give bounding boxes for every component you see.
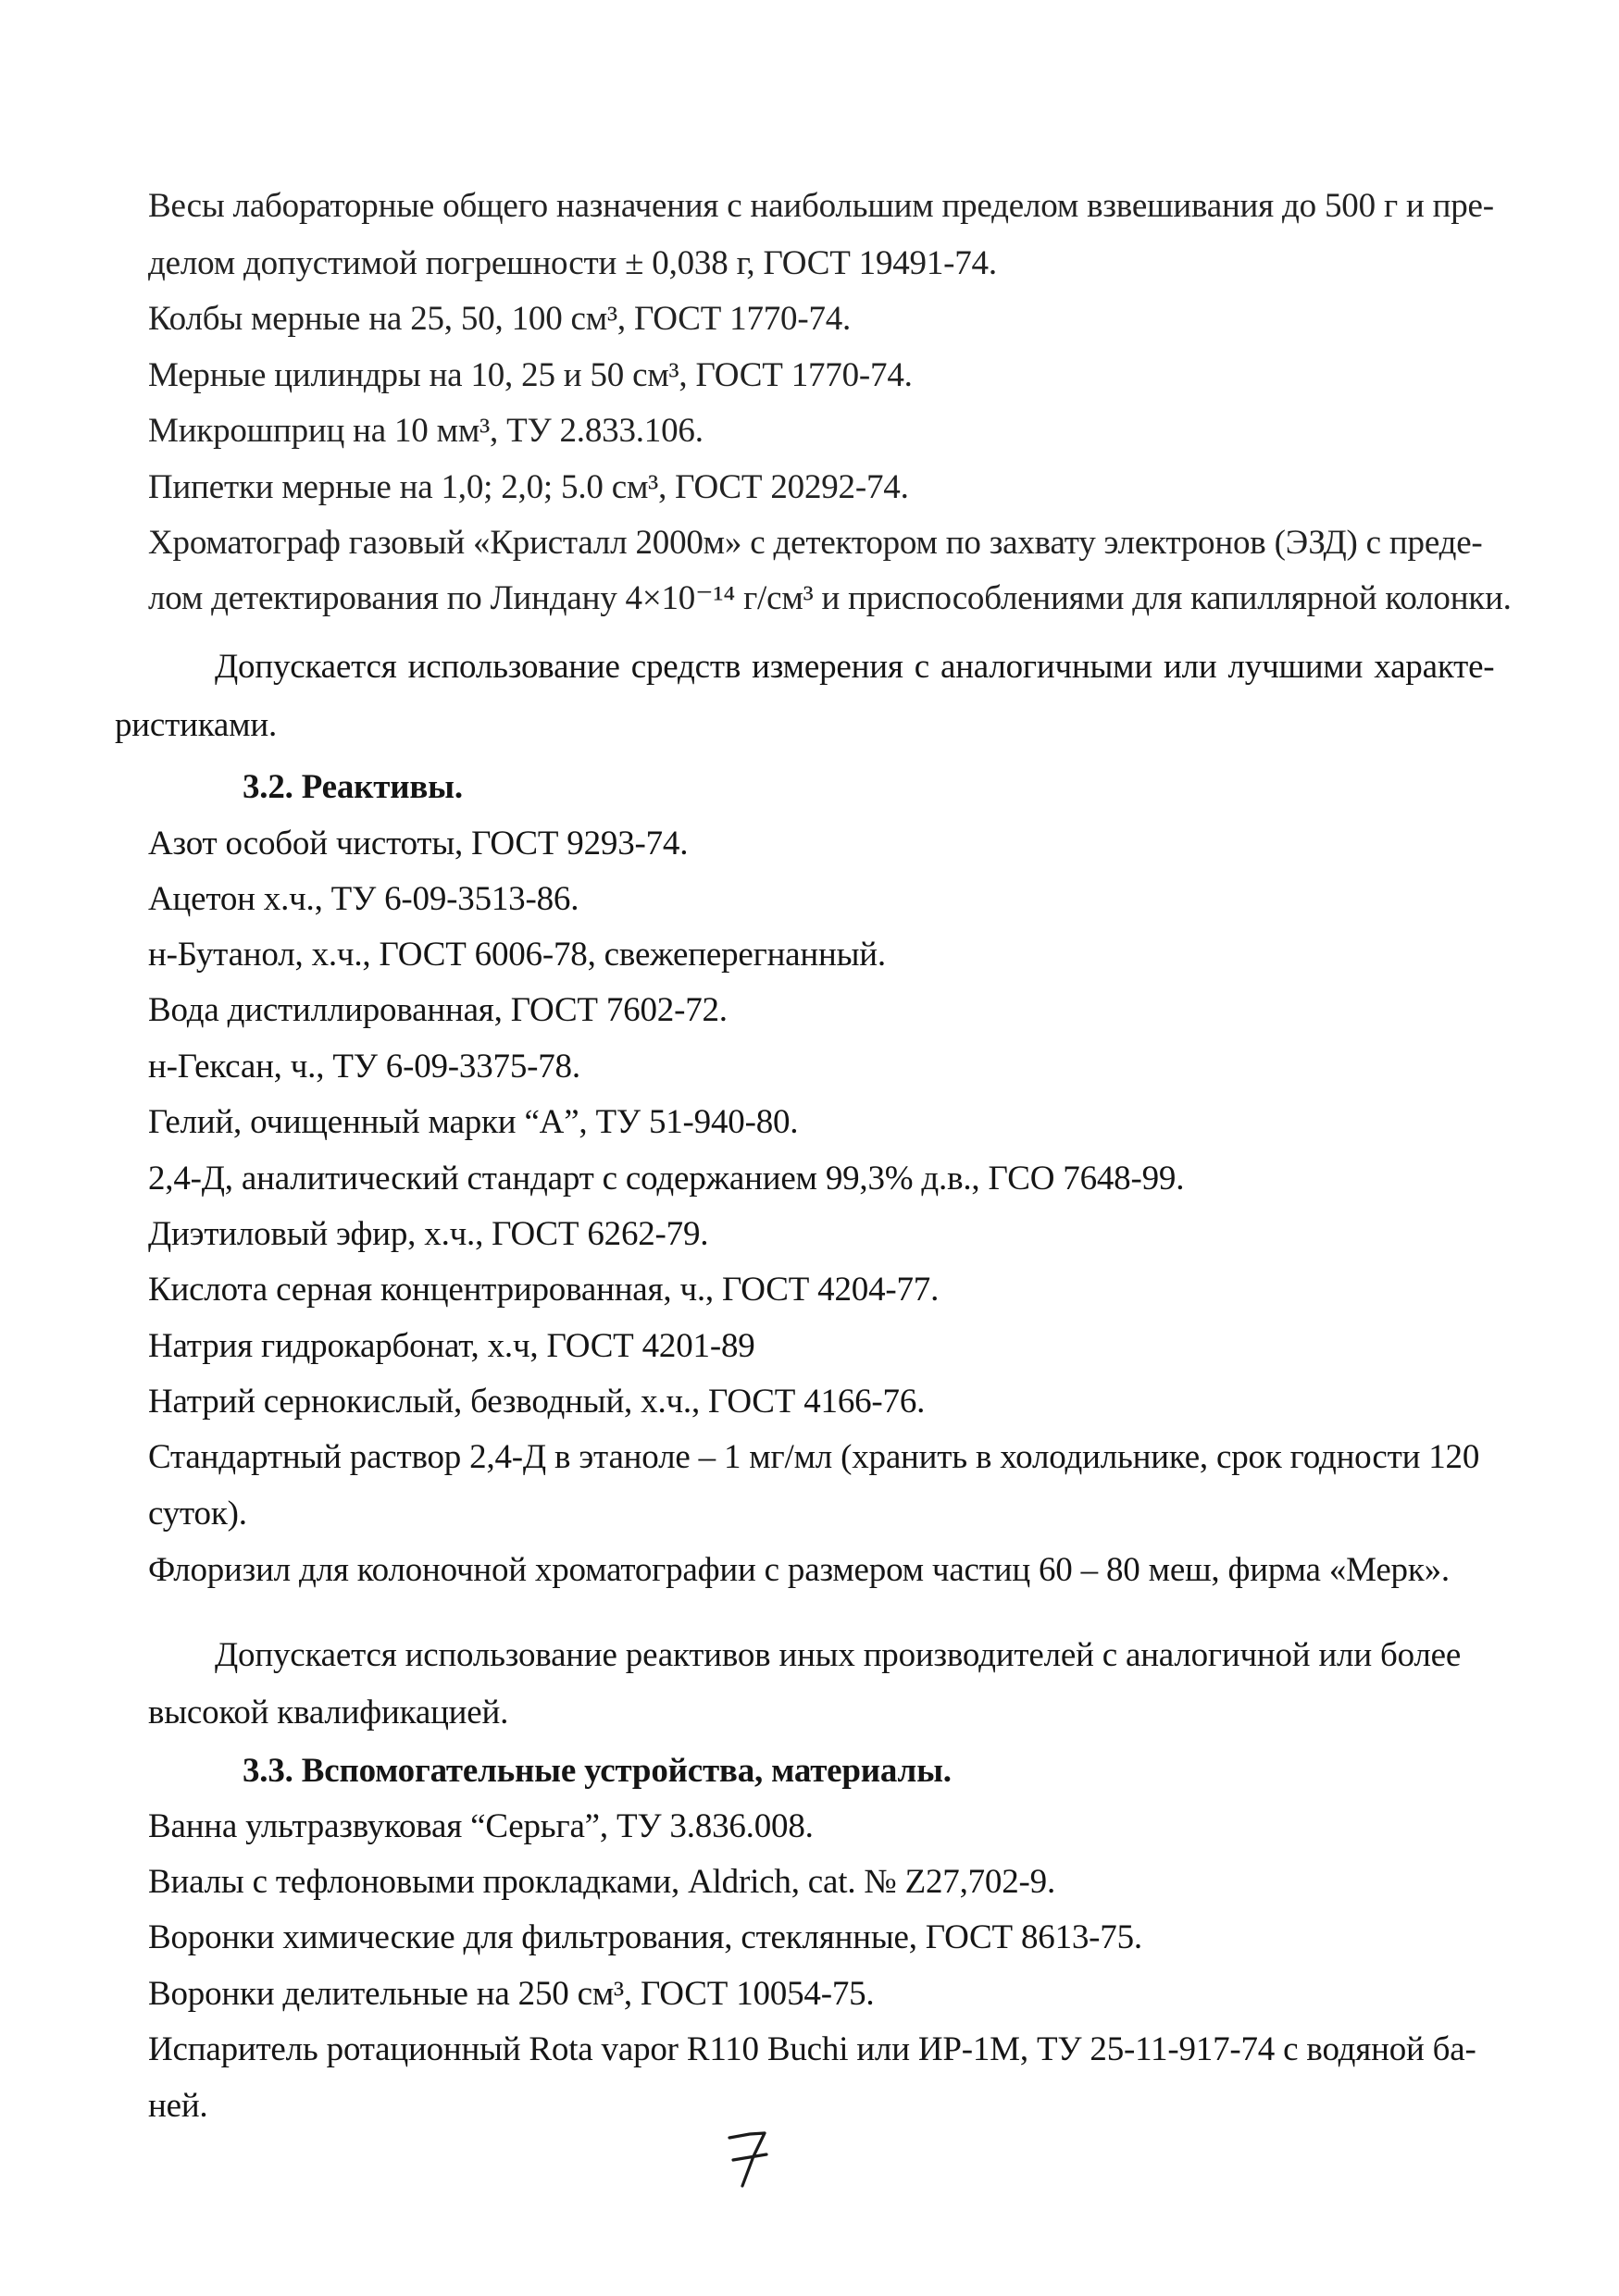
reagent-item: 2,4-Д, аналитический стандарт с содержанием 99,3% д.в., ГСО 7648-99. [148,1160,1185,1198]
reagent-item: Флоризил для колоночной хроматографии с размером частиц 60 – 80 меш, фирма «Мерк». [148,1551,1450,1589]
auxiliary-item: Виалы с тефлоновыми прокладками, Aldrich, cat. № Z27,702-9. [148,1863,1055,1901]
reagent-item: Стандартный раствор 2,4-Д в этаноле – 1 мг/мл (хранить в холодильнике, срок годности 120 [148,1438,1480,1476]
reagents-note: Допускается использование реактивов иных производителей с аналогичной или более [215,1636,1462,1674]
auxiliary-item: Испаритель ротационный Rota vapor R110 Buchi или ИР-1М, ТУ 25-11-917-74 с водяной ба- [148,2030,1476,2068]
instruments-note: Допускается использование средств измерения с аналогичными или лучшими характе- [215,648,1495,686]
instrument-line-pipettes: Пипетки мерные на 1,0; 2,0; 5.0 см³, ГОСТ 20292-74. [148,468,909,506]
reagent-item: Диэтиловый эфир, х.ч., ГОСТ 6262-79. [148,1215,709,1253]
reagent-item: н-Бутанол, х.ч., ГОСТ 6006-78, свежеперегнанный. [148,936,886,974]
reagents-note-cont: высокой квалификацией. [148,1694,509,1731]
instrument-line-cylinders: Мерные цилиндры на 10, 25 и 50 см³, ГОСТ 1770-74. [148,356,913,394]
instrument-line-scales: Весы лабораторные общего назначения с наибольшим пределом взвешивания до 500 г и пре- [148,187,1494,225]
reagent-item: Вода дистиллированная, ГОСТ 7602-72. [148,991,728,1029]
reagent-item: н-Гексан, ч., ТУ 6-09-3375-78. [148,1048,580,1086]
instrument-line-chromatograph: Хроматограф газовый «Кристалл 2000м» с детектором по захвату электронов (ЭЗД) с преде- [148,524,1483,562]
instrument-line-scales-cont: делом допустимой погрешности ± 0,038 г, ГОСТ 19491-74. [148,244,997,282]
instrument-line-microsyringe: Микрошприц на 10 мм³, ТУ 2.833.106. [148,412,704,450]
instrument-line-chromatograph-cont: лом детектирования по Линдану 4×10⁻¹⁴ г/см³ и приспособлениями для капиллярной колонки. [148,579,1512,617]
reagent-item: Натрия гидрокарбонат, х.ч, ГОСТ 4201-89 [148,1327,755,1365]
reagent-item: Натрий сернокислый, безводный, х.ч., ГОСТ 4166-76. [148,1383,926,1421]
reagent-item-cont: суток). [148,1495,247,1533]
reagent-item: Кислота серная концентрированная, ч., ГОСТ 4204-77. [148,1271,940,1309]
instruments-note-cont: ристиками. [115,706,277,744]
page-number [722,2128,778,2193]
section-heading-reagents: 3.2. Реактивы. [243,768,463,806]
auxiliary-item-cont: ней. [148,2087,208,2125]
auxiliary-item: Воронки делительные на 250 см³, ГОСТ 10054-75. [148,1975,875,2013]
reagent-item: Гелий, очищенный марки “А”, ТУ 51-940-80. [148,1103,799,1141]
reagent-item: Ацетон х.ч., ТУ 6-09-3513-86. [148,880,579,918]
auxiliary-item: Ванна ультразвуковая “Серьга”, ТУ 3.836.008. [148,1807,814,1845]
auxiliary-item: Воронки химические для фильтрования, стеклянные, ГОСТ 8613-75. [148,1918,1142,1956]
section-heading-auxiliary: 3.3. Вспомогательные устройства, материалы. [243,1752,952,1790]
instrument-line-flasks: Колбы мерные на 25, 50, 100 см³, ГОСТ 1770-74. [148,300,852,338]
reagent-item: Азот особой чистоты, ГОСТ 9293-74. [148,825,689,863]
